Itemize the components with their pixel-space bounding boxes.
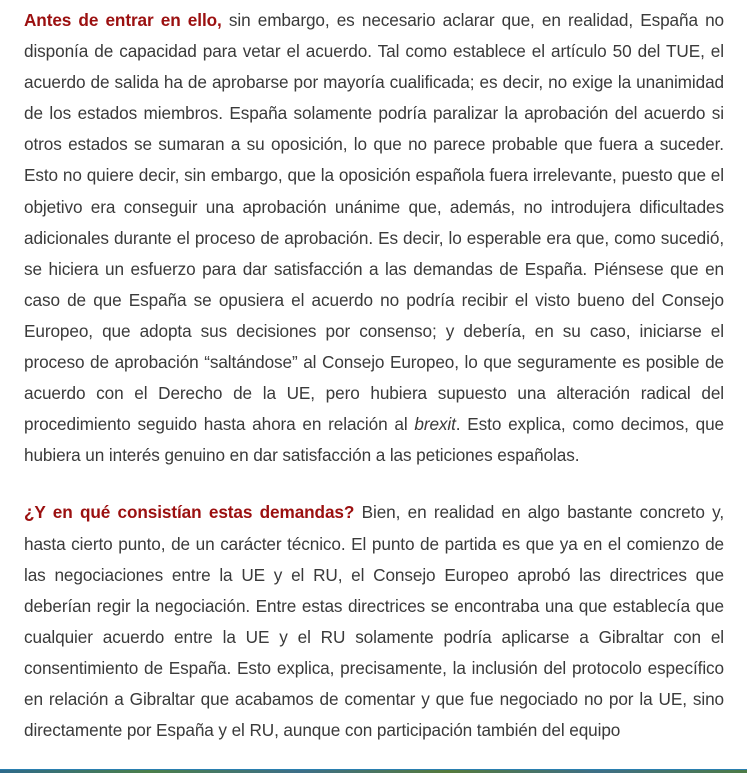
paragraph-lead-heading: ¿Y en qué consistían estas demandas? bbox=[24, 502, 355, 523]
paragraph-text: Bien, en realidad en algo bastante concreto y, hasta cierto punto, de un carácter técnico. El punto de partida es que ya en el comienzo de las negociaciones entre la UE y el RU, el Consejo Europeo aprobó las directrices que deberían regir la negociación. Entre estas directrices se encontraba una que establecía que cualquier acuerdo entre la UE y el RU solamente podría aplicarse a Gibraltar con el consentimiento de España. Esto explica, precisamente, la inclusión del protocolo específico en relación a Gibraltar que acabamos de comentar y que fue negociado no por la UE, sino directamente por España y el RU, aunque con participación también del equipo bbox=[24, 502, 724, 741]
paragraph-text: sin embargo, es necesario aclarar que, en realidad, España no disponía de capacidad para vetar el acuerdo. Tal como establece el artículo 50 del TUE, el acuerdo de salida ha de aprobarse por mayoría cualificada; es decir, no exige la unanimidad de los estados miembros. España solamente podría paralizar la aprobación del acuerdo si otros estados se sumaran a su oposición, lo que no parece probable que fuera a suceder. Esto no quiere decir, sin embargo, que la oposición española fuera irrelevante, puesto que el objetivo era conseguir una aprobación unánime que, además, no introdujera dificultades adicionales durante el proceso de aprobación. Es decir, lo esperable era que, como sucedió, se hiciera un esfuerzo para dar satisfacción a las demandas de España. Piénsese que en caso de que España se opusiera el acuerdo no podría recibir el visto bueno del Consejo Europeo, que adopta sus decisiones por consenso; y debería, en su caso, iniciarse el proceso de aprobación “saltándose” al Consejo Europeo, lo que seguramente es posible de acuerdo con el Derecho de la UE, pero hubiera supuesto una alteración radical del procedimiento seguido hasta ahora en relación al bbox=[24, 10, 725, 435]
paragraph-demands bbox=[24, 497, 724, 746]
paragraph-veto bbox=[24, 5, 724, 471]
paragraph-text: . Esto explica, como decimos, que hubiera un interés genuino en dar satisfacción a las peticiones españolas. bbox=[24, 414, 724, 466]
article-body bbox=[24, 5, 724, 772]
paragraph-lead-heading: Antes de entrar en ello, bbox=[24, 10, 222, 30]
image-edge-strip bbox=[0, 769, 747, 773]
emphasis-brexit: brexit bbox=[414, 414, 456, 435]
